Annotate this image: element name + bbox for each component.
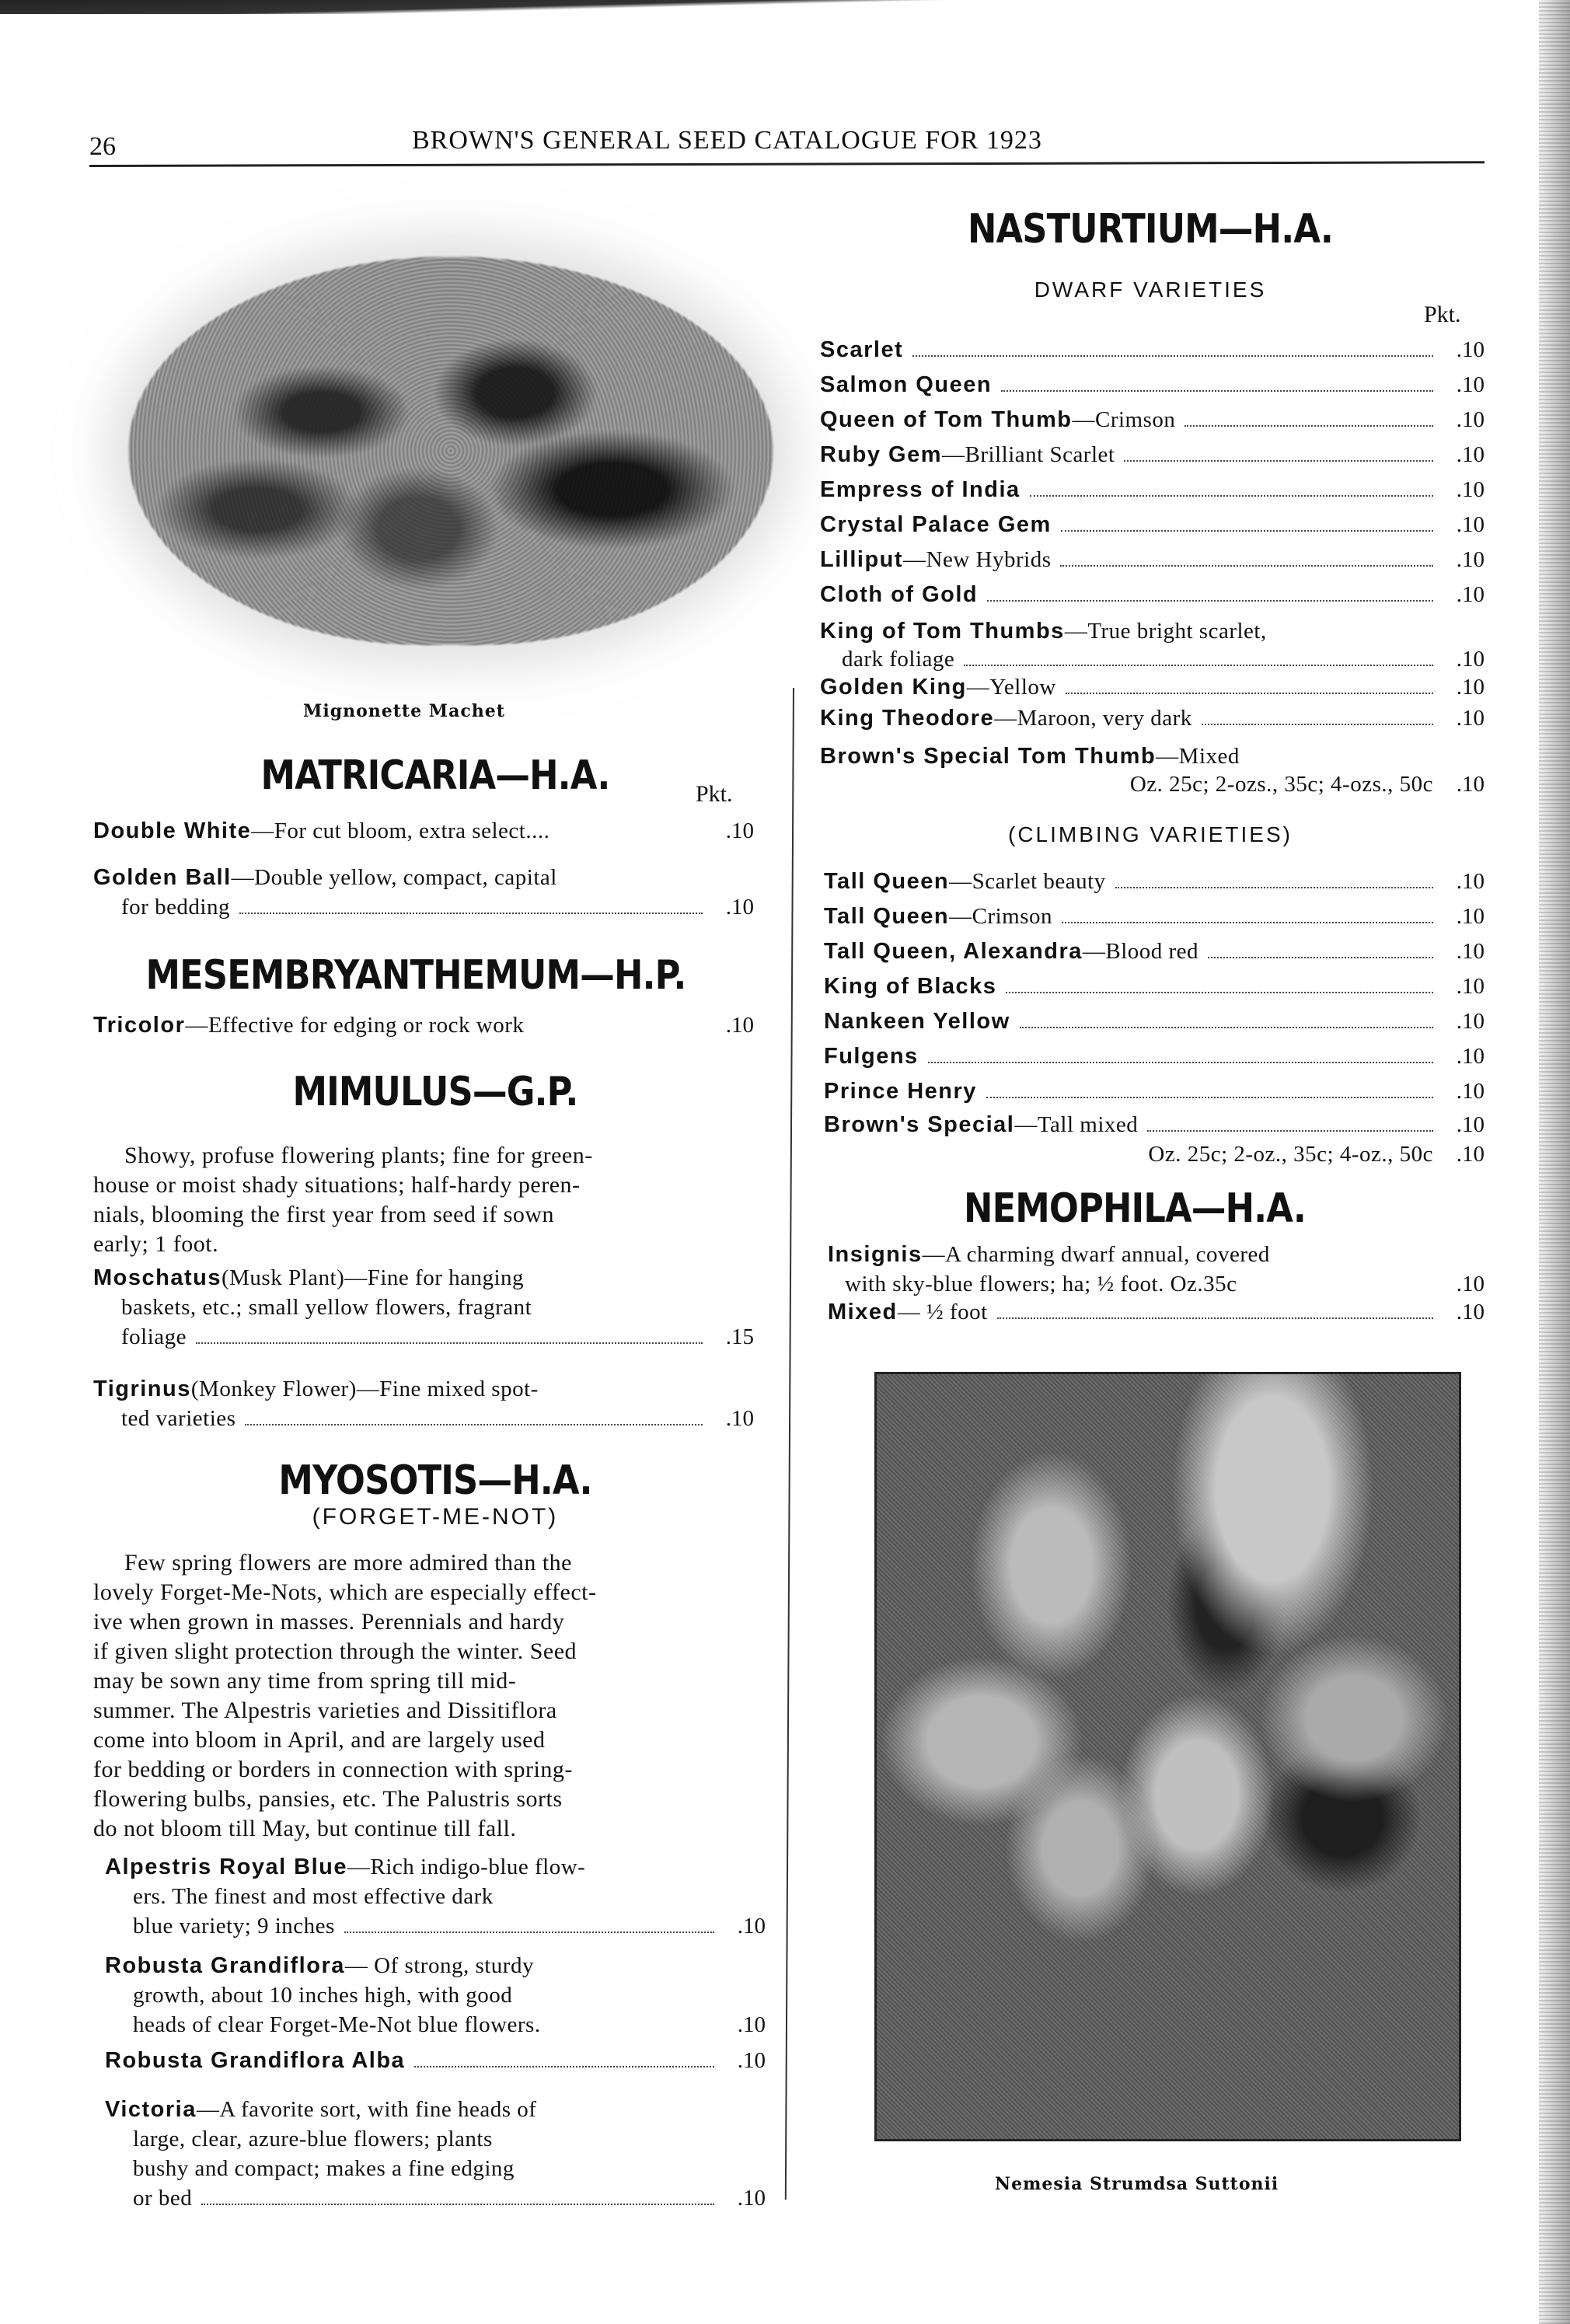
list-item: Queen of Tom Thumb —Crimson .10 [820, 407, 1485, 432]
list-item: Crystal Palace Gem .10 [820, 512, 1485, 537]
list-item: Fulgens .10 [824, 1044, 1485, 1069]
mimulus-heading: MIMULUS—G.P. [292, 1069, 578, 1115]
list-item: Alpestris Royal Blue —Rich indigo-blue flow- ers. The finest and most effective dark blue variety; 9 inches .10 [105, 1855, 766, 1938]
list-item: Lilliput —New Hybrids .10 [820, 547, 1485, 572]
list-item: Ruby Gem —Brilliant Scarlet .10 [820, 442, 1485, 467]
list-item: Double White —For cut bloom, extra select.... .10 [93, 818, 754, 843]
list-item: King of Tom Thumbs —True bright scarlet, dark foliage .10 [820, 619, 1485, 672]
list-item: Robusta Grandiflora Alba .10 [105, 2048, 766, 2073]
list-item: Golden Ball —Double yellow, compact, capital for bedding .10 [93, 865, 754, 919]
scan-edge-top [0, 0, 1166, 14]
mignonette-photo [128, 256, 773, 645]
mignonette-caption: Mignonette Machet [303, 701, 505, 721]
running-title: BROWN'S GENERAL SEED CATALOGUE FOR 1923 [412, 126, 1042, 155]
list-item: Tall Queen, Alexandra —Blood red .10 [824, 939, 1485, 964]
list-item: Brown's Special —Tall mixed .10 [824, 1112, 1485, 1137]
list-item: Tricolor —Effective for edging or rock work .10 [93, 1013, 754, 1038]
matricaria-heading: MATRICARIA—H.A. [260, 752, 610, 799]
list-item: Moschatus (Musk Plant)—Fine for hanging baskets, etc.; small yellow flowers, fragrant foliage .15 [93, 1265, 754, 1349]
list-item: Empress of India .10 [820, 477, 1485, 502]
list-item: Oz. 25c; 2-oz., 35c; 4-oz., 50c .10 [1148, 1142, 1485, 1167]
nemesia-caption: Nemesia Strumdsa Suttonii [995, 2174, 1279, 2194]
mimulus-description: Showy, profuse flowering plants; fine for green- house or moist shady situations; half-hardy peren- nials, blooming the first year from seed if sown early; 1 foot. [93, 1143, 593, 1257]
myosotis-subtitle: (FORGET-ME-NOT) [312, 1504, 559, 1530]
page-number: 26 [89, 132, 116, 161]
nemophila-heading: NEMOPHILA—H.A. [964, 1185, 1306, 1232]
nemesia-photo [874, 1372, 1461, 2141]
list-item: Victoria —A favorite sort, with fine heads of large, clear, azure-blue flowers; plants bushy and compact; makes a fine edging or bed .10 [105, 2097, 766, 2211]
scan-edge-right [1539, 0, 1570, 2324]
column-divider [785, 688, 794, 2200]
list-item: King of Blacks .10 [824, 974, 1485, 999]
list-item: Salmon Queen .10 [820, 372, 1485, 397]
myosotis-heading: MYOSOTIS—H.A. [278, 1457, 592, 1504]
list-item: Nankeen Yellow .10 [824, 1009, 1485, 1034]
nasturtium-pkt-label: Pkt. [1424, 302, 1461, 327]
dwarf-varieties-list [820, 333, 1485, 798]
climbing-varieties-heading: (CLIMBING VARIETIES) [1008, 822, 1293, 846]
dwarf-varieties-heading: DWARF VARIETIES [1034, 277, 1267, 302]
list-item: Brown's Special Tom Thumb —Mixed Oz. 25c; 2-ozs., 35c; 4-ozs., 50c .10 [820, 744, 1485, 797]
matricaria-pkt-label: Pkt. [696, 781, 733, 807]
myosotis-description: Few spring flowers are more admired than the lovely Forget-Me-Nots, which are especially effect- ive when grown in masses. Perennials and hardy if given slight protection through the winter. Seed may be sown any time from spring till mid- summer. The Alpestris varieties and Dissitiflora come into bloom in April, and are largely used for bedding or borders in connection with spring- flowering bulbs, pansies, etc. The Palustris sorts do not bloom till May, but continue till fall. [93, 1550, 597, 1841]
mesembryanthemum-heading: MESEMBRYANTHEMUM—H.P. [145, 952, 686, 999]
list-item: Prince Henry .10 [824, 1079, 1485, 1104]
list-item: Scarlet .10 [820, 337, 1485, 362]
list-item: Cloth of Gold .10 [820, 582, 1485, 607]
list-item: Robusta Grandiflora — Of strong, sturdy growth, about 10 inches high, with good heads of clear Forget-Me-Not blue flowers. .10 [105, 1953, 766, 2037]
list-item: Tall Queen —Scarlet beauty .10 [824, 869, 1485, 894]
list-item: Golden King —Yellow .10 [820, 675, 1485, 700]
list-item: King Theodore —Maroon, very dark .10 [820, 706, 1485, 731]
list-item: Tall Queen —Crimson .10 [824, 904, 1485, 929]
list-item: Tigrinus (Monkey Flower)—Fine mixed spot- ted varieties .10 [93, 1377, 754, 1431]
nasturtium-heading: NASTURTIUM—H.A. [967, 206, 1334, 253]
climbing-varieties-list [824, 864, 1485, 1168]
list-item: Insignis —A charming dwarf annual, covered with sky-blue flowers; ha; ½ foot. Oz.35c .10 [828, 1242, 1485, 1296]
list-item: Mixed — ½ foot .10 [828, 1300, 1485, 1324]
header-rule [89, 161, 1485, 167]
